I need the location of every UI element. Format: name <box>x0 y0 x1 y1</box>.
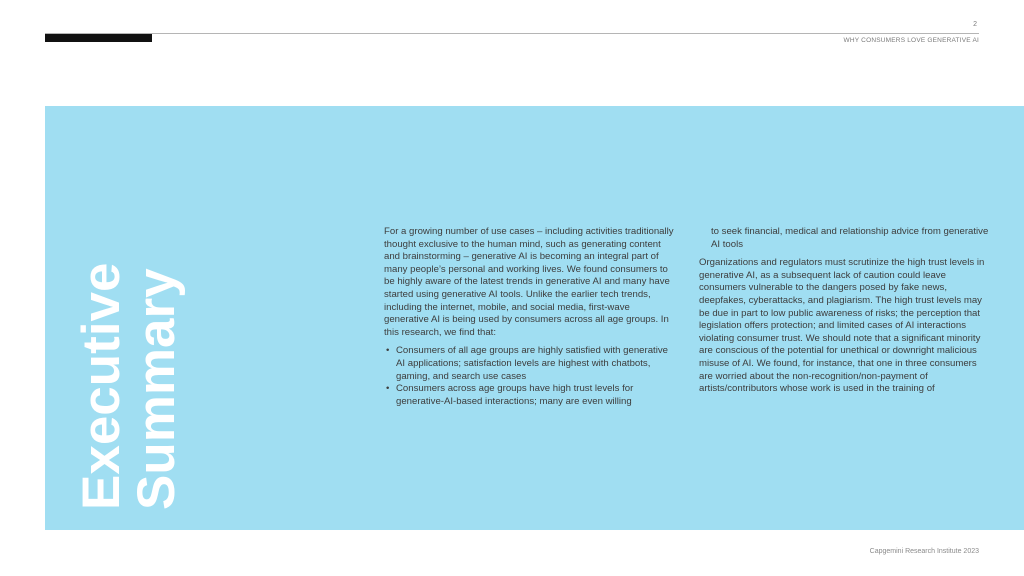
list-item: • Consumers of all age groups are highly satisfied with generative AI applications; satisfaction levels are highest with chatbots, gaming, and search use cases <box>384 345 674 383</box>
footer-credit: Capgemini Research Institute 2023 <box>869 548 979 555</box>
findings-list <box>384 345 674 408</box>
bullet-continuation: to seek financial, medical and relationship advice from generative AI tools <box>711 226 989 250</box>
header-rule <box>45 33 979 34</box>
section-title-line-2: Summary <box>127 268 186 510</box>
left-column <box>384 226 674 408</box>
right-column <box>699 226 989 396</box>
running-title: WHY CONSUMERS LOVE GENERATIVE AI <box>843 37 979 44</box>
list-item: • Consumers across age groups have high trust levels for generative-AI-based interactions; many are even willing <box>384 383 674 408</box>
header-accent-bar <box>45 34 152 42</box>
section-title <box>74 263 184 510</box>
section-title-line-1: Executive <box>72 262 131 510</box>
page-number: 2 <box>973 21 977 28</box>
body-paragraph: Organizations and regulators must scrutinize the high trust levels in generative AI, as a subsequent lack of caution could leave consumers vulnerable to the dangers posed by fake news, deepfakes, cyberattacks, and plagiarism. The high trust levels may be due in part to low public awareness of risks; the perception that legislation offers protection; and limited cases of AI interactions violating consumer trust. We should note that a significant minority are conscious of the potential for unethical or downright malicious misuse of AI. We found, for instance, that one in three consumers are worried about the non-recognition/non-payment of artists/contributors whose work is used in the training of <box>699 257 985 395</box>
intro-paragraph: For a growing number of use cases – including activities traditionally thought exclusive to the human mind, such as generating content and brainstorming – generative AI is becoming an integral part of many people’s personal and working lives. We found consumers to be highly aware of the latest trends in generative AI and many have started using generative AI tools. Unlike the earlier tech trends, including the internet, mobile, and social media, first-wave generative AI is being used by consumers across all age groups. In this research, we find that: <box>384 226 674 338</box>
